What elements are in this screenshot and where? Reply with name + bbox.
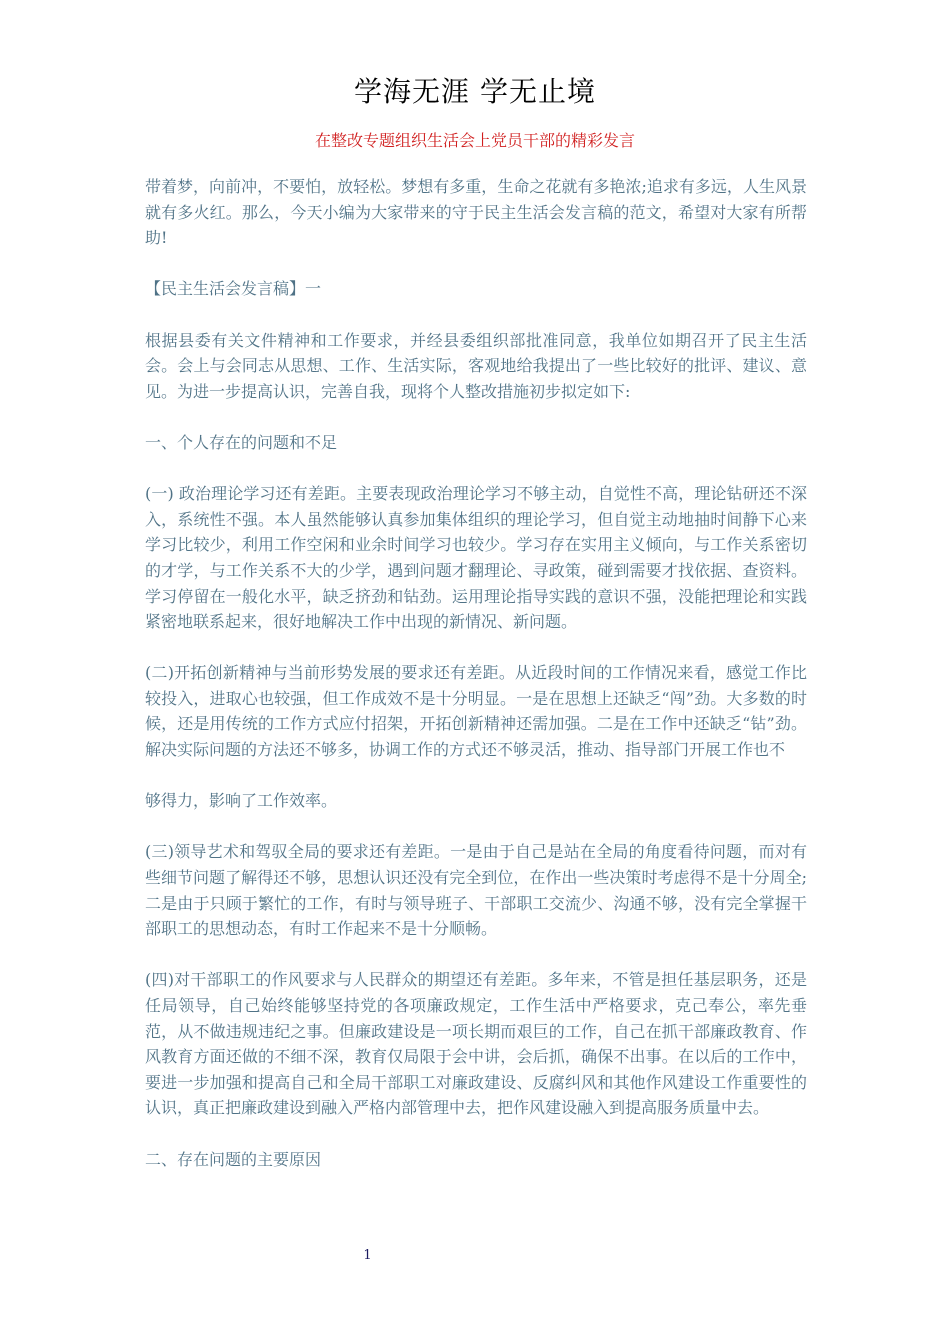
document-subtitle: 在整改专题组织生活会上党员干部的精彩发言 — [314, 131, 635, 150]
section-heading: 二、存在问题的主要原因 — [145, 1149, 322, 1169]
body-paragraph: (三)领导艺术和驾驭全局的要求还有差距。一是由于自己是站在全局的角度看待问题，而对有些细节问题了解得还不够，思想认识还没有完全到位，在作出一些决策时考虑得不是十分周全;二是由于只顾于繁忙的工作，有时与领导班子、干部职工交流少、沟通不够，没有完全掌握干部职工的思想动态，有时工作起来不是十分顺畅。 — [145, 842, 807, 939]
page-title: 学海无涯 学无止境 — [354, 75, 596, 108]
section-label: 【民主生活会发言稿】一 — [145, 279, 322, 299]
body-paragraph: 够得力，影响了工作效率。 — [145, 791, 338, 811]
body-paragraph: (四)对干部职工的作风要求与人民群众的期望还有差距。多年来，不管是担任基层职务，还是任局领导，自己始终能够坚持党的各项廉政规定，工作生活中严格要求，克己奉公，率先垂范，从不做违规违纪之事。但廉政建设是一项长期而艰巨的工作，自己在抓干部廉政教育、作风教育方面还做的不细不深，教育仅局限于会中讲，会后抓，确保不出事。在以后的工作中，要进一步加强和提高自己和全局干部职工对廉政建设、反腐纠风和其他作风建设工作重要性的认识，真正把廉政建设到融入严格内部管理中去，把作风建设融入到提高服务质量中去。 — [145, 970, 807, 1118]
page-number: 1 — [363, 1248, 372, 1263]
document-body — [145, 174, 807, 1198]
intro-paragraph: 带着梦，向前冲，不要怕，放轻松。梦想有多重，生命之花就有多艳浓;追求有多远，人生风景就有多火红。那么，今天小编为大家带来的守于民主生活会发言稿的范文，希望对大家有所帮助! — [145, 177, 807, 248]
body-paragraph: 根据县委有关文件精神和工作要求，并经县委组织部批准同意，我单位如期召开了民主生活会。会上与会同志从思想、工作、生活实际，客观地给我提出了一些比较好的批评、建议、意见。为进一步提高认识，完善自我，现将个人整改措施初步拟定如下: — [145, 330, 807, 401]
body-paragraph: (二)开拓创新精神与当前形势发展的要求还有差距。从近段时间的工作情况来看，感觉工作比较投入，进取心也较强，但工作成效不是十分明显。一是在思想上还缺乏“闯”劲。大多数的时候，还是用传统的工作方式应付招架，开拓创新精神还需加强。二是在工作中还缺乏“钻”劲。解决实际问题的方法还不够多，协调工作的方式还不够灵活，推动、指导部门开展工作也不 — [145, 663, 807, 760]
body-paragraph: (一) 政治理论学习还有差距。主要表现政治理论学习不够主动，自觉性不高，理论钻研还不深入，系统性不强。本人虽然能够认真参加集体组织的理论学习，但自觉主动地抽时间静下心来学习比较少，利用工作空闲和业余时间学习也较少。学习存在实用主义倾向，与工作关系密切的才学，与工作关系不大的少学，遇到问题才翻理论、寻政策，碰到需要才找依据、查资料。学习停留在一般化水平，缺乏挤劲和钻劲。运用理论指导实践的意识不强，没能把理论和实践紧密地联系起来，很好地解决工作中出现的新情况、新问题。 — [145, 484, 807, 632]
section-heading: 一、个人存在的问题和不足 — [145, 432, 338, 452]
